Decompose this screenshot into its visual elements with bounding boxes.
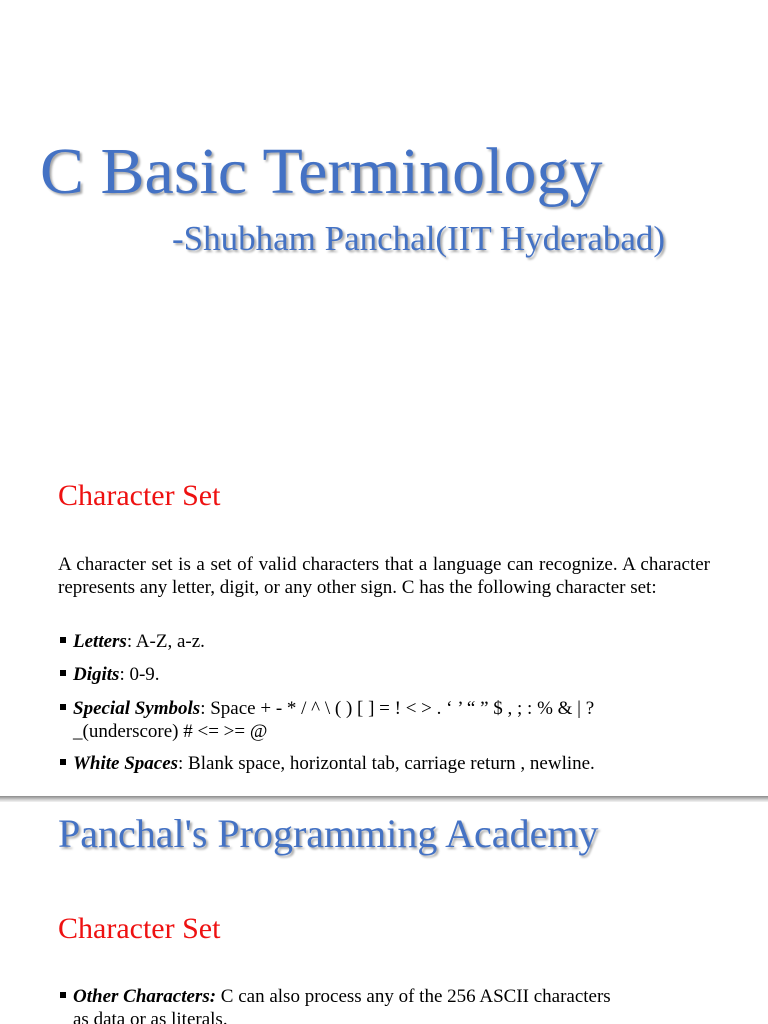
term-label: Letters xyxy=(73,631,127,652)
term-label: Special Symbols xyxy=(73,698,201,719)
list-item-white-spaces xyxy=(58,752,595,775)
section-heading: Character Set xyxy=(58,912,221,945)
term-description-continued: _(underscore) # <= >= @ xyxy=(73,721,268,742)
term-label: White Spaces xyxy=(73,753,179,774)
term-description: : A-Z, a-z. xyxy=(126,631,205,652)
bullet-square-icon xyxy=(60,992,66,998)
term-description: : Space + - * / ^ \ ( ) [ ] = ! < > . ‘ ’ “ ” $ , ; : % & | ? xyxy=(200,698,595,719)
term-description-continued: as data or as literals. xyxy=(73,1009,228,1024)
list-item-letters xyxy=(58,630,205,653)
bullet-square-icon xyxy=(60,670,66,676)
list-item-special-symbols xyxy=(58,697,713,743)
bullet-square-icon xyxy=(60,704,66,710)
term-description: : Blank space, horizontal tab, carriage return , newline. xyxy=(178,753,595,774)
bullet-square-icon xyxy=(60,759,66,765)
term-description: C can also process any of the 256 ASCII characters xyxy=(216,986,611,1007)
document-title: C Basic Terminology xyxy=(40,135,603,208)
intro-paragraph: A character set is a set of valid characters that a language can recognize. A character represents any letter, digit, or any other sign. C has the following character set: xyxy=(58,554,710,598)
term-description: : 0-9. xyxy=(119,664,160,685)
section-heading: Character Set xyxy=(58,479,221,512)
term-label: Digits xyxy=(73,664,120,685)
list-item-other-characters xyxy=(58,985,733,1024)
bullet-square-icon xyxy=(60,637,66,643)
author-subtitle: -Shubham Panchal(IIT Hyderabad) xyxy=(172,219,666,258)
term-label: Other Characters: xyxy=(73,986,217,1007)
slide-divider xyxy=(0,796,768,802)
list-item-digits xyxy=(58,663,160,686)
academy-title: Panchal's Programming Academy xyxy=(58,811,599,856)
